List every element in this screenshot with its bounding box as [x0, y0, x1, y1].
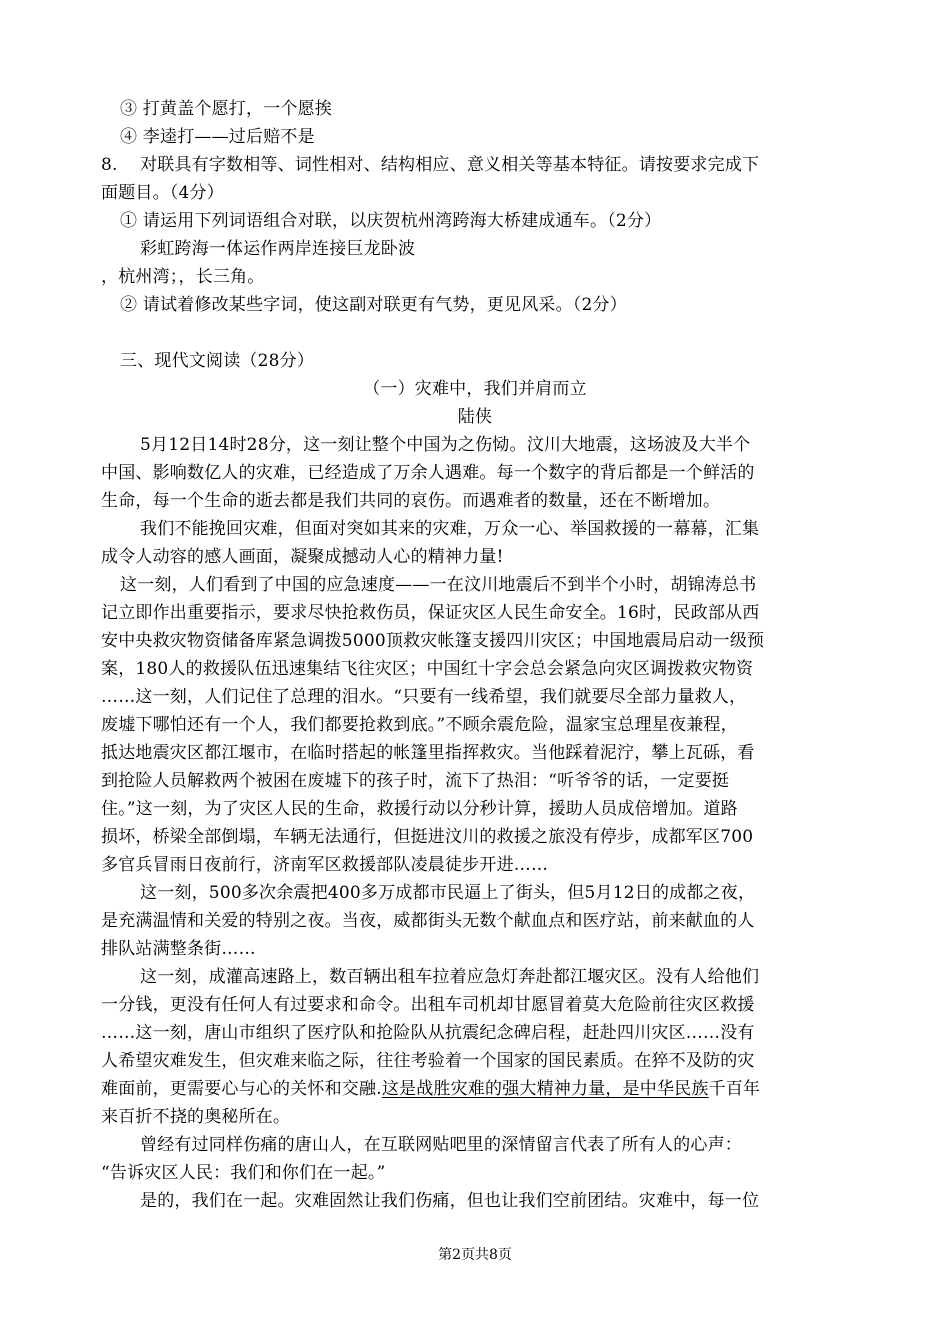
- article-line: 排队站满整条街……: [101, 939, 256, 959]
- article-line-with-underline: [101, 1078, 760, 1100]
- question-8-sub1: ① 请运用下列词语组合对联，以庆贺杭州湾跨海大桥建成通车。（2分）: [120, 211, 662, 231]
- article-line: 废墟下哪怕还有一个人，我们都要抢救到底。”不顾余震危险，温家宝总理星夜兼程，: [101, 715, 738, 735]
- article-line: ……这一刻，唐山市组织了医疗队和抢险队从抗震纪念碑启程，赶赴四川灾区……没有: [101, 1023, 755, 1043]
- article-line: 损坏，桥梁全部倒塌，车辆无法通行，但挺进汶川的救援之旅没有停步，成都军区700: [101, 827, 754, 847]
- article-author: 陆侠: [457, 407, 493, 427]
- section-3-heading: 三、现代文阅读（28分）: [120, 351, 315, 371]
- article-line: 一分钱，更没有任何人有过要求和命令。出租车司机却甘愿冒着莫大危险前往灾区救援: [101, 995, 755, 1015]
- question-8-answer-line: ，杭州湾；，长三角。: [101, 267, 265, 287]
- article-line: 案，180人的救援队伍迅速集结飞往灾区；中国红十字会总会紧急向灾区调拨救灾物资: [101, 659, 754, 679]
- article-line: 记立即作出重要指示，要求尽快抢救伤员，保证灾区人民生命安全。16时，民政部从西: [101, 603, 760, 623]
- article-line: 这一刻，成灌高速路上，数百辆出租车拉着应急灯奔赴都江堰灾区。没有人给他们: [140, 967, 760, 987]
- question-8-stem-line1: 8. 对联具有字数相等、词性相对、结构相应、意义相关等基本特征。请按要求完成下: [101, 155, 760, 175]
- question-8-stem-line2: 面题目。（4分）: [101, 183, 224, 203]
- article-line: 生命，每一个生命的逝去都是我们共同的哀伤。而遇难者的数量，还在不断增加。: [101, 491, 721, 511]
- article-line: 中国、影响数亿人的灾难，已经造成了万余人遇难。每一个数字的背后都是一个鲜活的: [101, 463, 755, 483]
- article-line: 是充满温情和关爱的特别之夜。当夜，威都街头无数个献血点和医疗站，前来献血的人: [101, 911, 755, 931]
- article-line: 成令人动容的感人画面，凝聚成撼动人心的精神力量!: [101, 547, 504, 567]
- article-line: 人希望灾难发生，但灾难来临之际，往往考验着一个国家的国民素质。在猝不及防的灾: [101, 1051, 755, 1071]
- option-4: ④ 李逵打——过后赔不是: [120, 127, 315, 147]
- article-line: ……这一刻，人们记住了总理的泪水。“只要有一线希望，我们就要尽全部力量救人，: [101, 687, 747, 707]
- article-line: 到抢险人员解救两个被困在废墟下的孩子时，流下了热泪：“听爷爷的话，一定要挺: [101, 771, 730, 791]
- article-line: 多官兵冒雨日夜前行，济南军区救援部队凌晨徒步开进……: [101, 855, 549, 875]
- article-line: 这一刻，500多次余震把400多万成都市民逼上了街头，但5月12日的成都之夜，: [140, 883, 756, 903]
- article-line: “告诉灾区人民：我们和你们在一起。”: [101, 1163, 386, 1183]
- question-8-sub2: ② 请试着修改某些字词，使这副对联更有气势，更见风采。（2分）: [120, 295, 627, 315]
- article-title: （一）灾难中，我们并肩而立: [363, 379, 587, 399]
- article-line: 是的，我们在一起。灾难固然让我们伤痛，但也让我们空前团结。灾难中，每一位: [140, 1191, 760, 1211]
- article-line: 住。”这一刻，为了灾区人民的生命，救援行动以分秒计算，援助人员成倍增加。道路: [101, 799, 738, 819]
- article-line-segment: 难面前，更需要心与心的关怀和交融.: [101, 1079, 382, 1099]
- article-line: 抵达地震灾区都江堰市，在临时搭起的帐篷里指挥救灾。当他踩着泥泞，攀上瓦砾，看: [101, 743, 755, 763]
- article-line: 安中央救灾物资储备库紧急调拨5000顶救灾帐篷支援四川灾区；中国地震局启动一级预: [101, 631, 765, 651]
- article-line: 来百折不挠的奥秘所在。: [101, 1107, 291, 1127]
- underlined-sentence: 这是战胜灾难的强大精神力量，是中华民族: [381, 1079, 709, 1099]
- question-8-word-list: 彩虹跨海一体运作两岸连接巨龙卧波: [140, 239, 416, 259]
- article-line: 我们不能挽回灾难，但面对突如其来的灾难，万众一心、举国救援的一幕幕，汇集: [140, 519, 760, 539]
- article-line: 这一刻，人们看到了中国的应急速度——一在汶川地震后不到半个小时，胡锦涛总书: [120, 575, 757, 595]
- option-3: ③ 打黄盖个愿打，一个愿挨: [120, 99, 333, 119]
- article-line: 5月12日14时28分，这一刻让整个中国为之伤恸。汶川大地震，这场波及大半个: [140, 435, 751, 455]
- article-line: 曾经有过同样伤痛的唐山人，在互联网贴吧里的深情留言代表了所有人的心声：: [140, 1135, 742, 1155]
- page-number-footer: 第2页共8页: [438, 1247, 512, 1263]
- article-line-segment: 千百年: [708, 1079, 761, 1099]
